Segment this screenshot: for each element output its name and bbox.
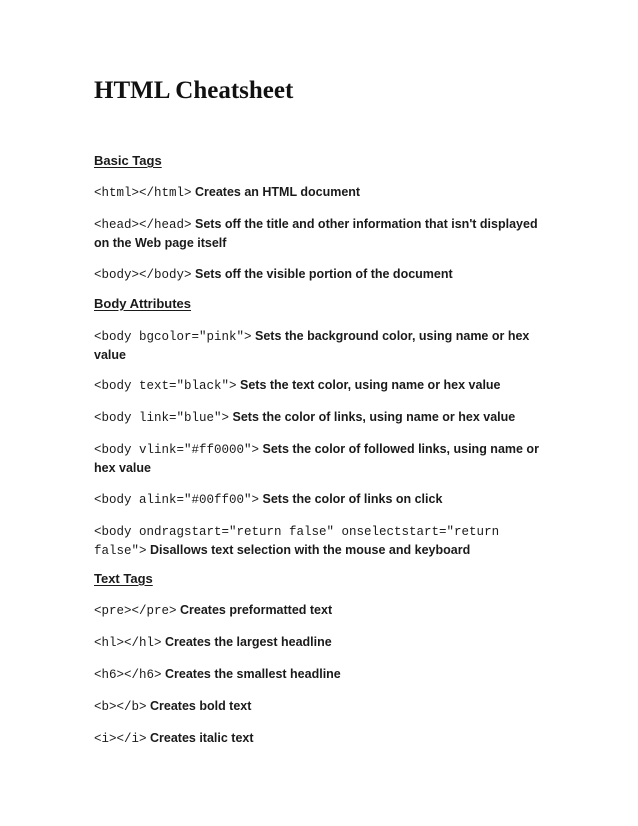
entry-code: <body></body> — [94, 268, 192, 282]
entry-code: <head></head> — [94, 218, 192, 232]
entry-description: Sets the background color, using name or hex value — [94, 329, 530, 362]
entry-code: <i></i> — [94, 732, 147, 746]
entry-code: <body link="blue"> — [94, 411, 230, 425]
entry-description: Sets off the visible portion of the document — [191, 267, 453, 281]
entry-code: <body vlink="#ff0000"> — [94, 443, 260, 457]
entry-bgcolor-attr — [94, 327, 554, 364]
entry-pre-tag — [94, 601, 554, 620]
entry-link-attr — [94, 408, 554, 427]
entry-vlink-attr — [94, 440, 554, 477]
section-heading-text-tags: Text Tags — [94, 571, 153, 586]
entry-description: Sets the color of links, using name or hex value — [229, 410, 516, 424]
entry-i-tag — [94, 729, 554, 748]
entry-h1-tag — [94, 633, 554, 652]
entry-description: Creates the smallest headline — [161, 667, 341, 681]
entry-head-tag — [94, 215, 554, 252]
section-heading-basic-tags: Basic Tags — [94, 153, 162, 168]
entry-h6-tag — [94, 665, 554, 684]
entry-code: <body bgcolor="pink"> — [94, 330, 252, 344]
entry-description: Sets the color of links on click — [259, 492, 443, 506]
entry-description: Creates bold text — [146, 699, 252, 713]
entry-code: <html></html> — [94, 186, 192, 200]
entry-description: Creates the largest headline — [161, 635, 332, 649]
entry-code: <b></b> — [94, 700, 147, 714]
entry-code: <hl></hl> — [94, 636, 162, 650]
entry-code: <pre></pre> — [94, 604, 177, 618]
entry-description: Disallows text selection with the mouse and keyboard — [146, 543, 471, 557]
entry-ondragstart-attr — [94, 522, 554, 560]
entry-code: <h6></h6> — [94, 668, 162, 682]
entry-description: Sets the text color, using name or hex value — [236, 378, 501, 392]
entry-body-tag — [94, 265, 554, 284]
entry-code: <body text="black"> — [94, 379, 237, 393]
entry-text-attr — [94, 376, 554, 395]
entry-b-tag — [94, 697, 554, 716]
entry-description: Creates an HTML document — [191, 185, 361, 199]
document-title: HTML Cheatsheet — [94, 77, 294, 104]
entry-description: Creates preformatted text — [176, 603, 333, 617]
entry-alink-attr — [94, 490, 554, 509]
entry-description: Sets the color of followed links, using name or hex value — [94, 442, 539, 475]
entry-code: <body ondragstart="return false" onselectstart="return false"> — [94, 525, 500, 558]
entry-html-tag — [94, 183, 554, 202]
entry-description: Sets off the title and other information that isn't displayed on the Web page itself — [94, 217, 538, 250]
entry-description: Creates italic text — [146, 731, 254, 745]
section-heading-body-attributes: Body Attributes — [94, 296, 192, 311]
entry-code: <body alink="#00ff00"> — [94, 493, 260, 507]
